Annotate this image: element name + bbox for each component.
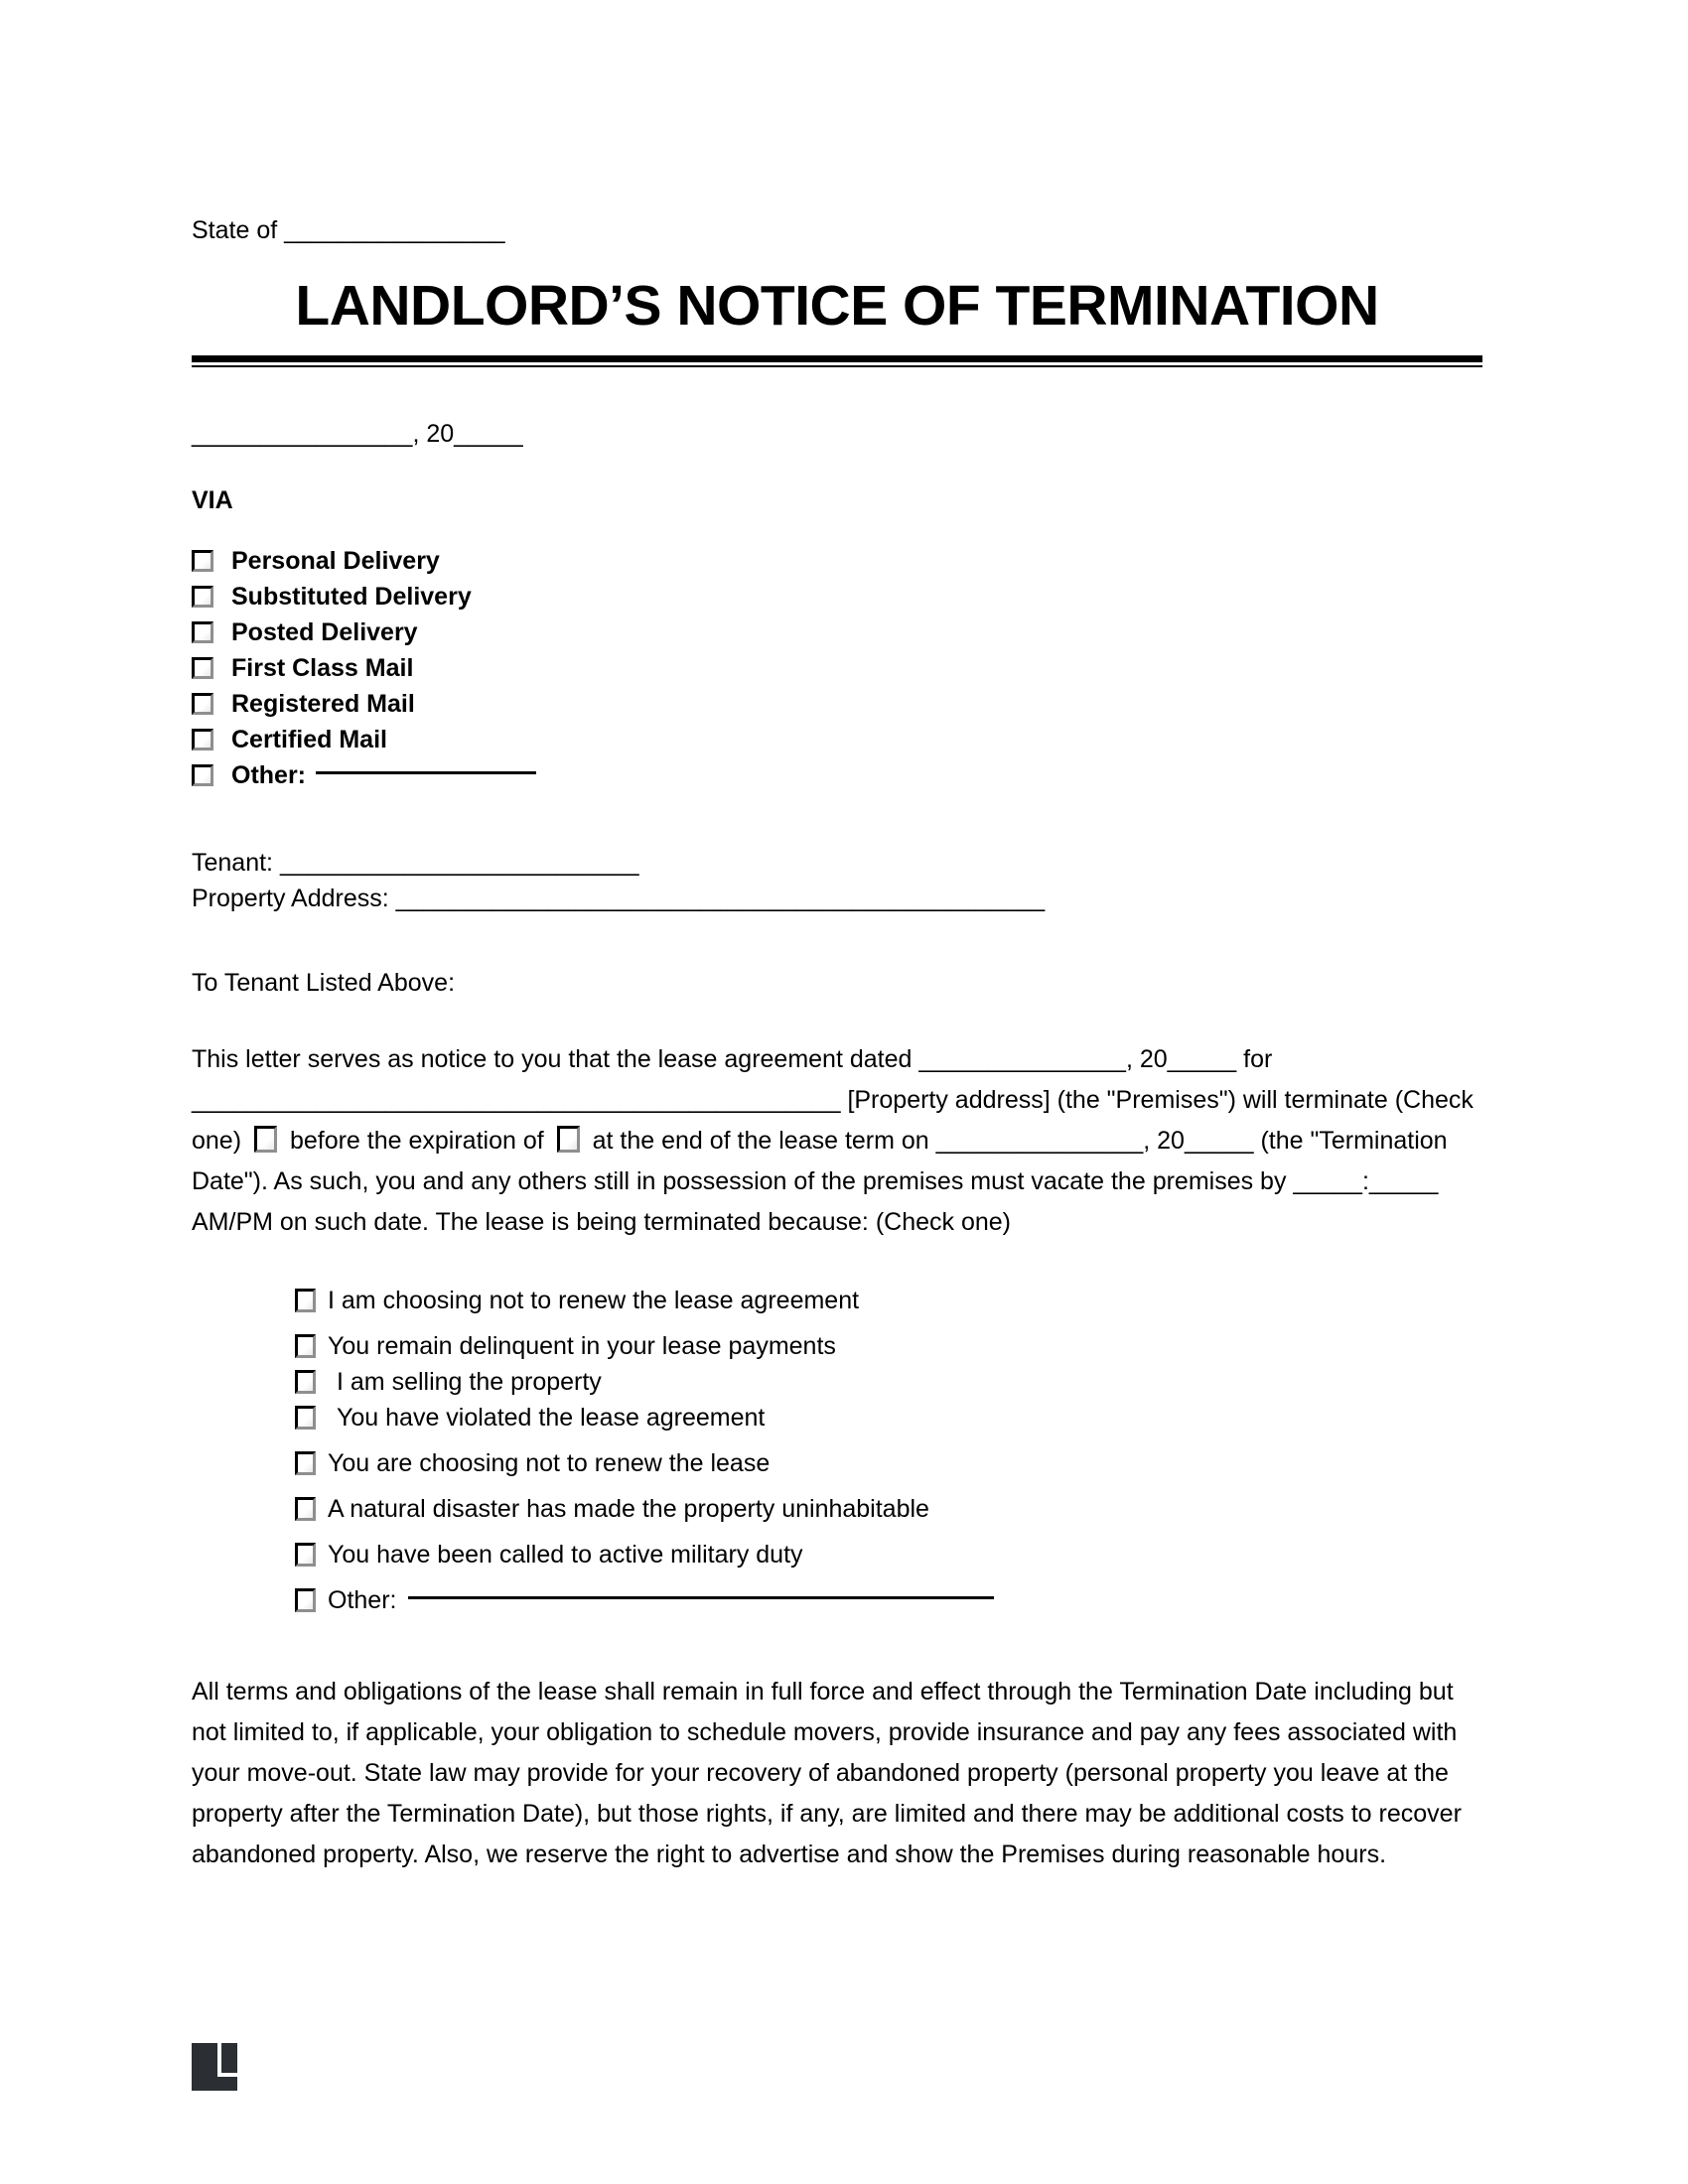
checkbox-certified-mail[interactable] xyxy=(192,729,213,751)
state-of-blank[interactable]: ________________ xyxy=(284,216,505,244)
via-option-label: Substituted Delivery xyxy=(231,583,472,611)
via-option-first-class-mail[interactable] xyxy=(192,650,1482,686)
checkbox-first-class-mail[interactable] xyxy=(192,657,213,679)
checkbox-reason-other[interactable] xyxy=(295,1588,316,1612)
notice-date-blank[interactable]: ________________ xyxy=(192,420,413,448)
via-option-label: Posted Delivery xyxy=(231,618,418,646)
via-option-other[interactable] xyxy=(192,757,1482,793)
checkbox-substituted-delivery[interactable] xyxy=(192,586,213,608)
via-option-personal-delivery[interactable] xyxy=(192,543,1482,579)
notice-body-paragraph xyxy=(192,1039,1482,1243)
reason-label: I am selling the property xyxy=(337,1368,602,1396)
reason-label: I am choosing not to renew the lease agreement xyxy=(328,1287,860,1314)
via-option-posted-delivery[interactable] xyxy=(192,614,1482,650)
via-option-label: Registered Mail xyxy=(231,690,415,718)
tenant-row xyxy=(192,845,1482,881)
state-of-label: State of xyxy=(192,216,278,244)
reason-other[interactable] xyxy=(295,1584,1482,1616)
reason-other-input-line[interactable] xyxy=(408,1596,994,1599)
via-option-certified-mail[interactable] xyxy=(192,722,1482,757)
body-year-prefix: , 20 xyxy=(1125,1045,1168,1073)
via-option-label: Other: xyxy=(231,761,306,789)
tenant-input-blank[interactable]: __________________________ xyxy=(279,849,639,877)
via-options-list xyxy=(192,543,1482,793)
notice-date-year-prefix: , 20 xyxy=(412,420,455,448)
notice-date-year-blank[interactable]: _____ xyxy=(454,420,523,448)
termination-year-blank[interactable]: _____ xyxy=(1184,1127,1254,1155)
closing-paragraph: All terms and obligations of the lease shall remain in full force and effect through the Termination Date including but not limited to, if applicable, your obligation to schedule movers, provide insurance and pay any fees associated with your move-out. State law may provide for your recovery of abandoned property (personal property you leave at the property after the Termination Date), but those rights, if any, are limited and there may be additional costs to recover abandoned property. Also, we reserve the right to advertise and show the Premises during reasonable hours. xyxy=(192,1678,1462,1868)
tenant-label: Tenant: xyxy=(192,849,274,877)
divider-thick-line xyxy=(192,355,1482,362)
document-content xyxy=(192,0,1482,1875)
option-end-of-term-label: at the end of the lease term on xyxy=(592,1127,929,1155)
legal-templates-logo-icon xyxy=(192,2043,237,2091)
checkbox-reason-not-renew-landlord[interactable] xyxy=(295,1289,316,1312)
reason-not-renew-landlord[interactable] xyxy=(295,1285,1482,1316)
reason-label: You have violated the lease agreement xyxy=(337,1404,766,1432)
termination-reasons-list xyxy=(295,1285,1482,1616)
page-title: LANDLORD’S NOTICE OF TERMINATION xyxy=(295,274,1379,338)
reason-label: A natural disaster has made the property uninhabitable xyxy=(328,1495,929,1523)
reason-label: Other: xyxy=(328,1586,397,1614)
via-other-input-line[interactable] xyxy=(316,771,536,774)
vacate-minute-blank[interactable]: _____ xyxy=(1368,1167,1439,1195)
via-heading: VIA xyxy=(192,486,233,514)
body-segment-8: AM/PM on such date. The lease is being terminated because: xyxy=(192,1208,869,1236)
body-segment-1: This letter serves as notice to you that the lease agreement dated xyxy=(192,1045,913,1073)
reason-selling-property[interactable] xyxy=(295,1366,1482,1398)
checkbox-end-of-lease-term[interactable] xyxy=(557,1126,580,1153)
termination-date-blank[interactable]: _______________ xyxy=(935,1127,1144,1155)
body-check-one-1: (Check one) xyxy=(192,1086,1474,1155)
reason-label: You are choosing not to renew the lease xyxy=(328,1449,771,1477)
body-segment-5: , xyxy=(1143,1127,1151,1155)
body-segment-7: (the "Termination Date"). As such, you and any others still in possession of the premises must vacate the premises by xyxy=(192,1127,1448,1195)
checkbox-before-expiration[interactable] xyxy=(254,1126,277,1153)
checkbox-via-other[interactable] xyxy=(192,764,213,786)
state-of-line xyxy=(192,0,1482,245)
via-option-label: First Class Mail xyxy=(231,654,414,682)
lease-year-blank[interactable]: _____ xyxy=(1167,1045,1237,1073)
notice-date-line xyxy=(192,419,1482,449)
checkbox-posted-delivery[interactable] xyxy=(192,621,213,643)
body-segment-6: 20 xyxy=(1157,1127,1185,1155)
reason-violated-lease[interactable] xyxy=(295,1402,1482,1433)
checkbox-reason-violated-lease[interactable] xyxy=(295,1406,316,1430)
via-option-substituted-delivery[interactable] xyxy=(192,579,1482,614)
reason-label: You have been called to active military duty xyxy=(328,1541,803,1569)
lease-date-blank[interactable]: _______________ xyxy=(918,1045,1126,1073)
reason-military-duty[interactable] xyxy=(295,1539,1482,1570)
premises-address-blank[interactable]: _______________________________________________ xyxy=(192,1086,841,1114)
reason-delinquent-payments[interactable] xyxy=(295,1330,1482,1362)
body-segment-3: for xyxy=(1243,1045,1273,1073)
vacate-hour-blank[interactable]: _____ xyxy=(1293,1167,1362,1195)
body-segment-4: [Property address] (the "Premises") will terminate xyxy=(847,1086,1388,1114)
time-colon: : xyxy=(1361,1167,1369,1195)
via-option-label: Certified Mail xyxy=(231,726,387,753)
checkbox-reason-military-duty[interactable] xyxy=(295,1543,316,1567)
checkbox-registered-mail[interactable] xyxy=(192,693,213,715)
property-address-row xyxy=(192,881,1482,916)
checkbox-personal-delivery[interactable] xyxy=(192,550,213,572)
property-address-label: Property Address: xyxy=(192,885,389,912)
option-before-expiration-label: before the expiration of xyxy=(289,1127,544,1155)
body-check-one-2: (Check one) xyxy=(875,1208,1011,1236)
title-divider xyxy=(192,355,1482,367)
reason-natural-disaster[interactable] xyxy=(295,1493,1482,1525)
property-address-input-blank[interactable]: _______________________________________________ xyxy=(395,885,1046,912)
salutation: To Tenant Listed Above: xyxy=(192,969,456,997)
via-option-label: Personal Delivery xyxy=(231,547,440,575)
reason-label: You remain delinquent in your lease payments xyxy=(328,1332,836,1360)
divider-thin-line xyxy=(192,365,1482,367)
checkbox-reason-delinquent-payments[interactable] xyxy=(295,1334,316,1358)
checkbox-reason-tenant-not-renew[interactable] xyxy=(295,1451,316,1475)
tenant-fields xyxy=(192,845,1482,916)
via-option-registered-mail[interactable] xyxy=(192,686,1482,722)
reason-tenant-not-renew[interactable] xyxy=(295,1447,1482,1479)
checkbox-reason-selling-property[interactable] xyxy=(295,1370,316,1394)
checkbox-reason-natural-disaster[interactable] xyxy=(295,1497,316,1521)
